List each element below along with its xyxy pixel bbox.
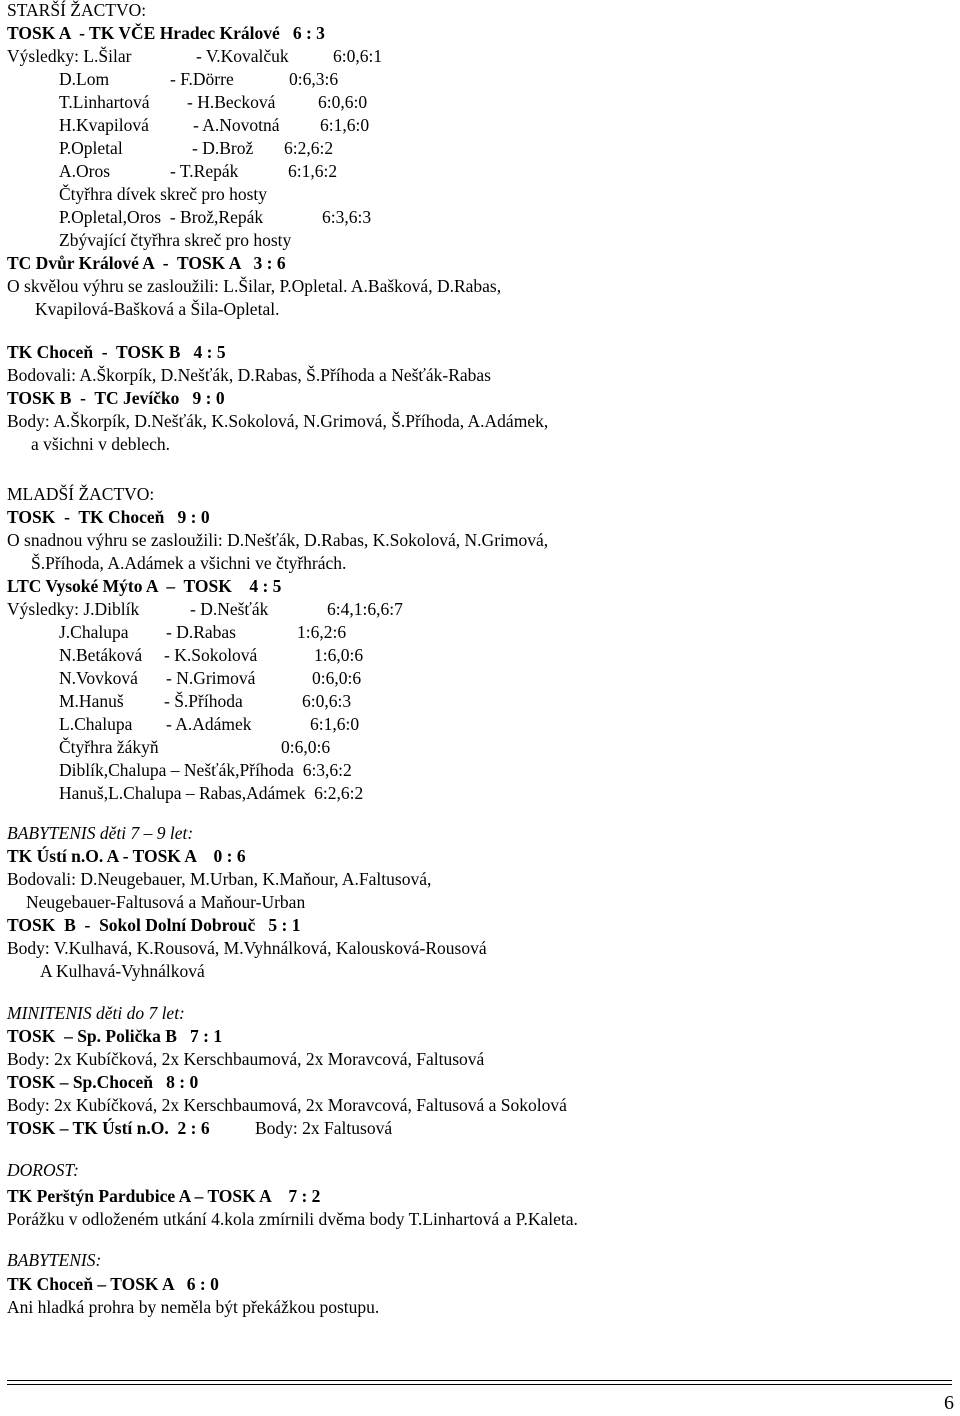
match-title: TK Choceň – TOSK A 6 : 0	[7, 1274, 219, 1294]
result-player: T.Linhartová	[59, 92, 150, 112]
doubles-note: Zbývající čtyřhra skreč pro hosty	[59, 230, 292, 250]
section-heading-dorost: DOROST:	[7, 1160, 79, 1180]
result-score: 1:6,2:6	[297, 622, 347, 642]
section-heading-babytenis: BABYTENIS:	[7, 1250, 102, 1270]
result-score: 6:0,6:3	[302, 691, 352, 711]
match-text: Body: 2x Kubíčková, 2x Kerschbaumová, 2x Moravcová, Faltusová a Sokolová	[7, 1095, 567, 1115]
doubles-pair: Diblík,Chalupa – Nešťák,Příhoda 6:3,6:2	[59, 760, 352, 780]
match-title: TOSK – TK Ústí n.O. 2 : 6	[7, 1118, 210, 1138]
result-player: D.Lom	[59, 69, 110, 89]
result-player: N.Vovková	[59, 668, 138, 688]
result-score: 6:1,6:0	[320, 115, 370, 135]
result-opponent: - F.Dörre	[170, 69, 234, 89]
result-score: 6:1,6:0	[310, 714, 360, 734]
match-title: TK Perštýn Pardubice A – TOSK A 7 : 2	[7, 1186, 321, 1206]
result-player: P.Opletal	[59, 138, 123, 158]
result-opponent: - V.Kovalčuk	[196, 46, 289, 66]
match-title: TOSK A - TK VČE Hradec Králové 6 : 3	[7, 23, 325, 43]
match-title: TOSK – Sp. Polička B 7 : 1	[7, 1026, 223, 1046]
match-title: TOSK B - Sokol Dolní Dobrouč 5 : 1	[7, 915, 301, 935]
results-label: Výsledky: J.Diblík	[7, 599, 140, 619]
match-text: Bodovali: D.Neugebauer, M.Urban, K.Maňour, A.Faltusová,	[7, 869, 432, 889]
result-player: N.Betáková	[59, 645, 143, 665]
footer-rule-top	[7, 1380, 952, 1381]
result-player: M.Hanuš	[59, 691, 124, 711]
match-title: TK Choceň - TOSK B 4 : 5	[7, 342, 226, 362]
section-heading-babytenis-7-9: BABYTENIS děti 7 – 9 let:	[7, 823, 194, 843]
match-text: Porážku v odloženém utkání 4.kola zmírnili dvěma body T.Linhartová a P.Kaleta.	[7, 1209, 578, 1229]
match-text: Body: A.Škorpík, D.Nešťák, K.Sokolová, N.Grimová, Š.Příhoda, A.Adámek,	[7, 411, 549, 431]
match-title: TOSK B - TC Jevíčko 9 : 0	[7, 388, 225, 408]
match-title: TK Ústí n.O. A - TOSK A 0 : 6	[7, 846, 246, 866]
doubles-score: 0:6,0:6	[281, 737, 331, 757]
result-opponent: - A.Novotná	[193, 115, 280, 135]
match-text: O skvělou výhru se zasloužili: L.Šilar, P.Opletal. A.Bašková, D.Rabas,	[7, 276, 502, 296]
result-opponent: - D.Brož	[192, 138, 254, 158]
result-player: L.Chalupa	[59, 714, 133, 734]
match-text: A Kulhavá-Vyhnálková	[40, 961, 205, 981]
result-opponent: - H.Becková	[187, 92, 276, 112]
result-score: 0:6,0:6	[312, 668, 362, 688]
doubles-pair: P.Opletal,Oros - Brož,Repák	[59, 207, 264, 227]
section-heading-starsi-zactvo: STARŠÍ ŽACTVO:	[7, 0, 147, 20]
match-text: a všichni v deblech.	[31, 434, 170, 454]
match-text: Bodovali: A.Škorpík, D.Nešťák, D.Rabas, Š.Příhoda a Nešťák-Rabas	[7, 365, 491, 385]
page-number: 6	[944, 1392, 954, 1414]
match-text: Body: 2x Kubíčková, 2x Kerschbaumová, 2x Moravcová, Faltusová	[7, 1049, 485, 1069]
section-heading-minitenis: MINITENIS děti do 7 let:	[7, 1003, 185, 1023]
result-score: 1:6,0:6	[314, 645, 364, 665]
match-text: Ani hladká prohra by neměla být překážkou postupu.	[7, 1297, 380, 1317]
result-opponent: - Š.Příhoda	[164, 691, 243, 711]
result-score: 6:0,6:0	[318, 92, 368, 112]
result-player: H.Kvapilová	[59, 115, 149, 135]
match-title: TOSK – Sp.Choceň 8 : 0	[7, 1072, 199, 1092]
doubles-pair: Hanuš,L.Chalupa – Rabas,Adámek 6:2,6:2	[59, 783, 364, 803]
result-opponent: - D.Rabas	[166, 622, 236, 642]
result-opponent: - K.Sokolová	[164, 645, 258, 665]
match-text: O snadnou výhru se zasloužili: D.Nešťák, D.Rabas, K.Sokolová, N.Grimová,	[7, 530, 549, 550]
doubles-note: Čtyřhra dívek skreč pro hosty	[59, 184, 268, 204]
result-opponent: - A.Adámek	[166, 714, 252, 734]
match-text: Body: 2x Faltusová	[255, 1118, 393, 1138]
result-player: A.Oros	[59, 161, 111, 181]
doubles-label: Čtyřhra žákyň	[59, 737, 159, 757]
result-score: 6:2,6:2	[284, 138, 334, 158]
result-opponent: - N.Grimová	[166, 668, 256, 688]
result-opponent: - D.Nešťák	[190, 599, 269, 619]
result-score: 6:0,6:1	[333, 46, 383, 66]
result-player: J.Chalupa	[59, 622, 129, 642]
match-text: Neugebauer-Faltusová a Maňour-Urban	[26, 892, 306, 912]
result-score: 6:1,6:2	[288, 161, 338, 181]
result-opponent: - T.Repák	[170, 161, 239, 181]
match-title: LTC Vysoké Mýto A – TOSK 4 : 5	[7, 576, 282, 596]
match-text: Kvapilová-Bašková a Šila-Opletal.	[35, 299, 280, 319]
match-text: Body: V.Kulhavá, K.Rousová, M.Vyhnálková, Kalousková-Rousová	[7, 938, 487, 958]
match-title: TC Dvůr Králové A - TOSK A 3 : 6	[7, 253, 286, 273]
result-score: 6:4,1:6,6:7	[327, 599, 403, 619]
result-score: 0:6,3:6	[289, 69, 339, 89]
match-title: TOSK - TK Choceň 9 : 0	[7, 507, 210, 527]
section-heading-mladsi-zactvo: MLADŠÍ ŽACTVO:	[7, 484, 155, 504]
match-text: Š.Příhoda, A.Adámek a všichni ve čtyřhrách.	[31, 553, 347, 573]
results-label: Výsledky: L.Šilar	[7, 46, 132, 66]
footer-rule-bottom	[7, 1384, 952, 1385]
doubles-score: 6:3,6:3	[322, 207, 372, 227]
